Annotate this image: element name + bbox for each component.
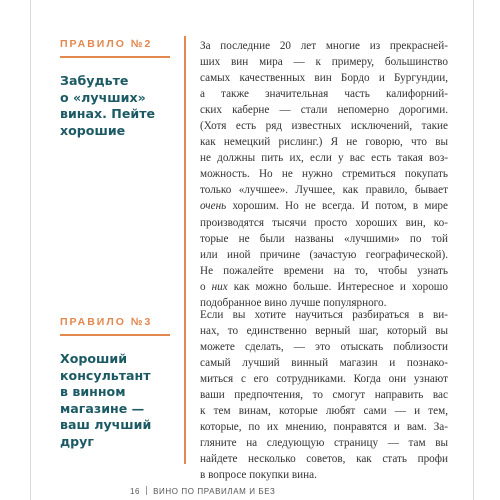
rule-2-body-line: За последние 20 лет многие из прекрасней- xyxy=(200,40,448,52)
rule-3-heading-line: ваш лучший xyxy=(60,417,152,432)
rule-3-body xyxy=(200,307,448,484)
rule-3-heading-line: консультант xyxy=(60,367,151,383)
rule-2-body-line: очень хорошим. Но не всегда. И потом, в мире xyxy=(200,200,448,213)
rule-3-underline xyxy=(60,334,170,336)
emphasis: очень xyxy=(200,200,227,213)
rule-3-heading xyxy=(60,351,170,450)
footer-separator xyxy=(146,486,147,495)
rule-2-body-line: только «лучшее». Лучшее, как правило, бывает xyxy=(200,184,448,197)
rule-3-body-line: нах, то единственно верный шаг, который вы xyxy=(200,325,448,338)
rule-3-heading-line: магазине — xyxy=(60,400,145,416)
rule-2-heading-line: хорошие xyxy=(60,122,126,138)
rule-2-body-line: самых качественных вин Бордо и Бургундии, xyxy=(200,72,448,85)
rule-3-body-line: найдете несколько советов, как стать профи xyxy=(200,453,448,466)
rule-3-body-line: гляните на следующую страницу — там вы xyxy=(200,437,448,450)
rule-3-heading-line: Хороший xyxy=(60,351,128,366)
rule-2-body-line: подобранное вино лучше популярного. xyxy=(200,296,387,309)
rule-3-body-line: можете сделать, — это отыскать поблизости xyxy=(200,341,448,354)
emphasis: них xyxy=(211,280,228,293)
rule-2-body-line: не должны пить их, если у вас есть такая воз- xyxy=(200,152,448,165)
rule-3-body-line: самый лучший винный магазин и познако- xyxy=(200,357,448,370)
rule-2-body-line: о них как можно больше. Интересное и хорошо xyxy=(200,280,449,293)
rule-2-body-line: а также значительная часть калифорний- xyxy=(200,88,448,101)
rule-3-heading-line: в винном xyxy=(60,384,126,399)
rule-2-body xyxy=(200,38,448,311)
rule-2-heading-line: о «лучших» xyxy=(60,89,146,105)
rule-3-body-line: Если вы хотите научиться разбираться в ви- xyxy=(200,309,448,321)
rule-3-body-line: которые, по их мнению, понравятся и вам. За- xyxy=(200,421,448,434)
rule-3-body-line: в вопросе покупки вина. xyxy=(200,469,317,482)
rule-2-body-line: ших вин мира — к примеру, большинство xyxy=(200,56,448,69)
rule-3-body-line: ваши предпочтения, то смогут направить вас xyxy=(200,389,448,402)
page-number: 16 xyxy=(130,487,141,496)
rule-2-body-line: (Хотя есть ряд известных исключений, такие xyxy=(200,120,448,133)
rule-2-body-line: или иной причине (зачастую географической). xyxy=(200,248,448,261)
rule-2-underline xyxy=(60,56,170,58)
rule-2-heading-line: винах. Пейте xyxy=(60,106,156,121)
rule-2-body-line: торые не были названы «лучшими» по той xyxy=(200,232,448,245)
rule-3-bracket-line xyxy=(184,314,186,464)
rule-3-label: ПРАВИЛО №3 xyxy=(60,316,153,328)
rule-3-body-line: к тем винам, которые любят сами — и тем, xyxy=(200,405,448,418)
rule-3-heading-line: друг xyxy=(60,433,94,449)
rule-2-bracket-line xyxy=(184,36,186,314)
running-title: ВИНО ПО ПРАВИЛАМ И БЕЗ xyxy=(153,487,276,496)
rule-3-sidebar xyxy=(60,316,170,450)
rule-2-body-line: ских каберне — стали непомерно дорогими. xyxy=(200,104,448,117)
rule-2-label: ПРАВИЛО №2 xyxy=(60,38,153,50)
rule-2-heading-line: Забудьте xyxy=(60,73,129,88)
rule-2-body-line: Не пожалейте времени на то, чтобы узнать xyxy=(200,264,448,277)
rule-2-body-line: можность. Но не нужно стремиться покупать xyxy=(200,168,448,181)
rule-3-body-line: миться с его сотрудниками. Когда они узнают xyxy=(200,373,448,386)
rule-2-heading xyxy=(60,73,170,139)
page-footer xyxy=(130,486,275,496)
rule-2-body-line: производятся тысячи просто хороших вин, ко- xyxy=(200,216,448,229)
rule-2-sidebar xyxy=(60,38,170,139)
rule-2-body-line: как немецкий рислинг.) Я не говорю, что вы xyxy=(200,136,448,149)
